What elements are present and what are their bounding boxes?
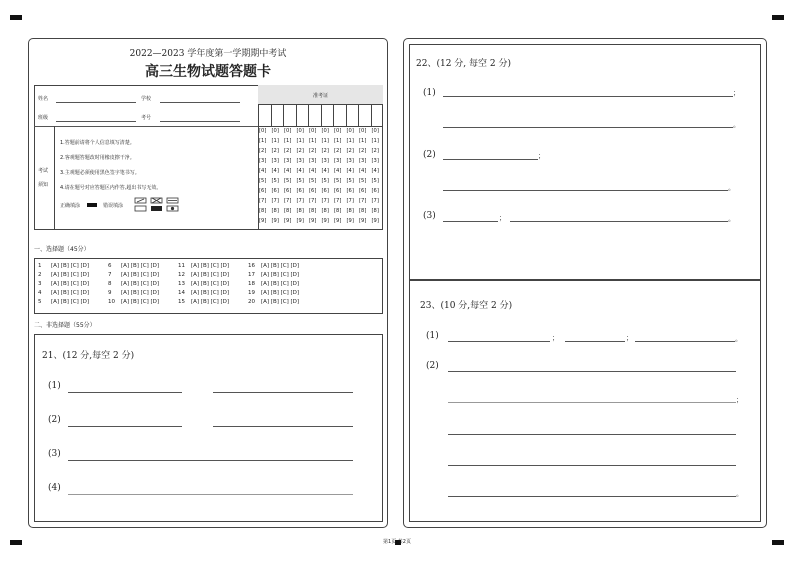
divider [34,126,259,127]
admission-digit-bubble[interactable]: [2] [284,148,292,154]
choice-number: 14 [178,290,185,296]
school-field[interactable] [160,102,240,103]
q23-answer-line[interactable] [635,341,735,342]
choice-options[interactable]: [A] [B] [C] [D] [191,299,230,305]
q22-answer-line[interactable] [443,96,733,97]
q22-part-label: (1) [423,88,436,98]
page-footer: 第1页 共2页 [383,539,411,545]
q23-answer-line[interactable] [448,371,736,372]
admission-digit-bubble[interactable]: [7] [296,198,304,204]
q22-answer-line[interactable] [443,127,733,128]
admission-digit-bubble[interactable]: [7] [334,198,342,204]
q23-period: 。 [736,490,743,498]
choice-options[interactable]: [A] [B] [C] [D] [261,272,300,278]
admission-digit-bubble[interactable]: [5] [296,178,304,184]
admission-digit-bubble[interactable]: [8] [334,208,342,214]
admission-digit-bubble[interactable]: [3] [309,158,317,164]
q22-part-label: (3) [423,211,436,221]
admission-digit-bubble[interactable]: [0] [309,128,317,134]
admission-digit-bubble[interactable]: [4] [321,168,329,174]
q22-semicolon: ； [733,89,740,97]
admission-digit-bubble[interactable]: [7] [309,198,317,204]
choice-number: 2 [38,272,42,278]
admission-digit-bubble[interactable]: [0] [359,128,367,134]
admission-digit-bubble[interactable]: [2] [321,148,329,154]
choice-number: 16 [248,263,255,269]
choice-number: 13 [178,281,185,287]
admission-digit-bubble[interactable]: [4] [296,168,304,174]
admission-digit-bubble[interactable]: [7] [271,198,279,204]
choice-options[interactable]: [A] [B] [C] [D] [121,299,160,305]
admission-digit-bubble[interactable]: [1] [259,138,267,144]
admission-digit-bubble[interactable]: [0] [321,128,329,134]
q23-answer-line[interactable] [448,434,736,435]
admission-label: 准考证 [312,93,328,99]
admission-digit-bubble[interactable]: [7] [371,198,379,204]
fill-correct-label: 正确填涂 [60,203,81,209]
admission-digit-bubble[interactable]: [0] [296,128,304,134]
admission-digit-bubble[interactable]: [9] [346,218,354,224]
q22-part-label: (2) [423,150,436,160]
q23-answer-line[interactable] [565,341,625,342]
admission-col-divider [308,104,309,126]
q23-answer-line[interactable] [448,496,736,497]
admission-digit-bubble[interactable]: [4] [359,168,367,174]
name-field[interactable] [56,102,136,103]
admission-digit-bubble[interactable]: [7] [346,198,354,204]
choice-number: 18 [248,281,255,287]
admission-digit-bubble[interactable]: [5] [359,178,367,184]
admission-digit-bubble[interactable]: [3] [346,158,354,164]
admission-digit-bubble[interactable]: [2] [359,148,367,154]
q22-period: 。 [733,121,740,129]
notice-item: 2.客观题答题改时用橡皮擦干净。 [60,155,135,161]
choice-options[interactable]: [A] [B] [C] [D] [51,299,90,305]
admission-digit-bubble[interactable]: [5] [321,178,329,184]
choice-number: 10 [108,299,115,305]
admission-digit-bubble[interactable]: [6] [346,188,354,194]
admission-digit-bubble[interactable]: [3] [296,158,304,164]
q22-answer-line[interactable] [510,221,728,222]
admission-digit-bubble[interactable]: [0] [259,128,267,134]
admission-digit-bubble[interactable]: [5] [334,178,342,184]
exam-title: 2022—2023 学年度第一学期期中考试 [129,49,287,59]
admission-digit-bubble[interactable]: [2] [296,148,304,154]
fill-wrong-samples [134,197,184,213]
card-title: 高三生物试题答题卡 [145,64,271,80]
admission-digit-bubble[interactable]: [6] [271,188,279,194]
choice-options[interactable]: [A] [B] [C] [D] [51,272,90,278]
q21-part-label: (1) [48,381,61,391]
choice-options[interactable]: [A] [B] [C] [D] [51,263,90,269]
q21-answer-line[interactable] [68,426,182,427]
choice-options[interactable]: [A] [B] [C] [D] [121,290,160,296]
admission-digit-bubble[interactable]: [9] [296,218,304,224]
admission-digit-bubble[interactable]: [9] [259,218,267,224]
q22-answer-line[interactable] [443,221,498,222]
admission-digit-bubble[interactable]: [1] [284,138,292,144]
q21-answer-line[interactable] [213,392,353,393]
q22-title: 22、(12 分, 每空 2 分) [416,59,511,69]
admission-digit-bubble[interactable]: [6] [259,188,267,194]
admission-digit-bubble[interactable]: [3] [259,158,267,164]
admission-digit-bubble[interactable]: [5] [309,178,317,184]
admission-digit-bubble[interactable]: [0] [271,128,279,134]
q22-answer-line[interactable] [443,190,728,191]
class-field[interactable] [56,121,136,122]
seat-field[interactable] [160,121,240,122]
admission-col-divider [321,104,322,126]
admission-digit-bubble[interactable]: [1] [334,138,342,144]
choice-number: 7 [108,272,112,278]
admission-digit-bubble[interactable]: [0] [346,128,354,134]
choice-options[interactable]: [A] [B] [C] [D] [121,263,160,269]
notice-label: 考试 [38,168,49,174]
admission-digit-bubble[interactable]: [6] [371,188,379,194]
choice-options[interactable]: [A] [B] [C] [D] [51,290,90,296]
admission-digit-bubble[interactable]: [6] [321,188,329,194]
q21-part-label: (4) [48,483,61,493]
admission-digit-bubble[interactable]: [0] [284,128,292,134]
q23-answer-line[interactable] [448,465,736,466]
admission-digit-bubble[interactable]: [9] [309,218,317,224]
admission-digit-bubble[interactable]: [1] [371,138,379,144]
admission-digit-bubble[interactable]: [7] [359,198,367,204]
admission-digit-bubble[interactable]: [4] [334,168,342,174]
admission-digit-bubble[interactable]: [2] [271,148,279,154]
admission-digit-bubble[interactable]: [8] [371,208,379,214]
admission-digit-bubble[interactable]: [0] [371,128,379,134]
admission-digit-bubble[interactable]: [8] [284,208,292,214]
choice-number: 4 [38,290,42,296]
admission-digit-bubble[interactable]: [9] [359,218,367,224]
q23-semicolon: ； [626,334,633,342]
admission-digit-bubble[interactable]: [4] [284,168,292,174]
choice-options[interactable]: [A] [B] [C] [D] [191,281,230,287]
admission-digit-bubble[interactable]: [4] [259,168,267,174]
admission-digit-bubble[interactable]: [2] [346,148,354,154]
admission-digit-bubble[interactable]: [8] [271,208,279,214]
admission-digit-bubble[interactable]: [8] [346,208,354,214]
admission-digit-bubble[interactable]: [8] [321,208,329,214]
admission-digit-bubble[interactable]: [9] [334,218,342,224]
admission-digit-bubble[interactable]: [3] [321,158,329,164]
admission-digit-bubble[interactable]: [1] [309,138,317,144]
corner-mark-tr [772,15,784,20]
admission-digit-bubble[interactable]: [9] [371,218,379,224]
choice-number: 1 [38,263,42,269]
section2-title: 二、非选择题（55分） [34,322,96,329]
choice-number: 8 [108,281,112,287]
admission-col-divider [271,104,272,126]
choice-number: 5 [38,299,42,305]
choice-number: 12 [178,272,185,278]
notice-item: 3.主观题必须使用黑色签字笔书写。 [60,170,140,176]
admission-digit-bubble[interactable]: [0] [334,128,342,134]
admission-digit-bubble[interactable]: [6] [309,188,317,194]
q23-part-label: (2) [426,361,439,371]
choice-options[interactable]: [A] [B] [C] [D] [261,299,300,305]
q22-period: 。 [728,184,735,192]
admission-digit-bubble[interactable]: [5] [371,178,379,184]
q22-semicolon: ； [499,214,506,222]
corner-mark-tl [10,15,22,20]
admission-col-divider [371,104,372,126]
admission-col-divider [283,104,284,126]
admission-digit-bubble[interactable]: [6] [359,188,367,194]
q23-semicolon: ； [736,396,743,404]
admission-digit-bubble[interactable]: [9] [271,218,279,224]
divider [54,126,55,230]
q23-title: 23、(10 分,每空 2 分) [420,301,513,311]
admission-digit-bubble[interactable]: [7] [284,198,292,204]
admission-digit-bubble[interactable]: [4] [346,168,354,174]
q22-semicolon: ； [538,152,545,160]
admission-digit-bubble[interactable]: [8] [259,208,267,214]
admission-digit-bubble[interactable]: [8] [309,208,317,214]
corner-mark-br [772,540,784,545]
fill-wrong-label: 错误填涂 [103,203,124,209]
q21-part-label: (3) [48,449,61,459]
admission-digit-bubble[interactable]: [3] [371,158,379,164]
q23-answer-line[interactable] [448,341,550,342]
admission-digit-bubble[interactable]: [3] [284,158,292,164]
q21-title: 21、(12 分,每空 2 分) [42,351,135,361]
choice-options[interactable]: [A] [B] [C] [D] [121,281,160,287]
admission-digit-bubble[interactable]: [2] [334,148,342,154]
choice-options[interactable]: [A] [B] [C] [D] [191,290,230,296]
q23-part-label: (1) [426,331,439,341]
admission-digit-bubble[interactable]: [4] [309,168,317,174]
admission-digit-bubble[interactable]: [1] [359,138,367,144]
q21-answer-line[interactable] [68,494,353,495]
admission-col-divider [358,104,359,126]
seat-label: 考号 [141,115,152,121]
section1-title: 一、选择题（45分） [34,246,90,253]
q21-answer-line[interactable] [68,392,182,393]
q22-period: 。 [728,215,735,223]
q21-answer-line[interactable] [68,460,353,461]
choice-number: 9 [108,290,112,296]
q23-answer-line[interactable] [448,402,736,403]
admission-digit-bubble[interactable]: [2] [371,148,379,154]
notice-label: 须知 [38,182,49,188]
fill-correct-sample [87,203,97,207]
admission-digit-bubble[interactable]: [2] [259,148,267,154]
admission-digit-bubble[interactable]: [6] [334,188,342,194]
choice-number: 17 [248,272,255,278]
school-label: 学校 [141,96,152,102]
choice-options[interactable]: [A] [B] [C] [D] [261,290,300,296]
admission-digit-bubble[interactable]: [1] [271,138,279,144]
choice-options[interactable]: [A] [B] [C] [D] [261,263,300,269]
admission-digit-bubble[interactable]: [5] [259,178,267,184]
choice-options[interactable]: [A] [B] [C] [D] [191,272,230,278]
q23-period: 。 [735,335,742,343]
admission-col-divider [333,104,334,126]
choice-number: 19 [248,290,255,296]
q23-box [409,280,761,522]
admission-col-divider [346,104,347,126]
admission-digit-bubble[interactable]: [4] [371,168,379,174]
admission-digit-bubble[interactable]: [3] [359,158,367,164]
admission-digit-bubble[interactable]: [1] [296,138,304,144]
admission-digit-bubble[interactable]: [9] [284,218,292,224]
admission-digit-bubble[interactable]: [3] [334,158,342,164]
admission-digit-bubble[interactable]: [5] [271,178,279,184]
q21-part-label: (2) [48,415,61,425]
choice-options[interactable]: [A] [B] [C] [D] [191,263,230,269]
admission-digit-bubble[interactable]: [9] [321,218,329,224]
admission-digit-bubble[interactable]: [4] [271,168,279,174]
admission-digit-bubble[interactable]: [7] [259,198,267,204]
choice-options[interactable]: [A] [B] [C] [D] [121,272,160,278]
choice-number: 3 [38,281,42,287]
admission-digit-bubble[interactable]: [1] [346,138,354,144]
name-label: 姓名 [38,96,49,102]
q22-box [409,44,761,280]
admission-col-divider [296,104,297,126]
choice-number: 11 [178,263,185,269]
admission-digit-bubble[interactable]: [1] [321,138,329,144]
admission-digit-bubble[interactable]: [6] [284,188,292,194]
admission-digit-bubble[interactable]: [5] [284,178,292,184]
q22-answer-line[interactable] [443,159,538,160]
notice-item: 4.请在题号对应答题区内作答,超出书写无效。 [60,185,162,191]
admission-digit-bubble[interactable]: [2] [309,148,317,154]
corner-mark-bl [10,540,22,545]
choice-options[interactable]: [A] [B] [C] [D] [51,281,90,287]
admission-digit-bubble[interactable]: [7] [321,198,329,204]
admission-digit-bubble[interactable]: [8] [359,208,367,214]
q23-semicolon: ； [552,334,559,342]
q21-answer-line[interactable] [213,426,353,427]
admission-digit-bubble[interactable]: [6] [296,188,304,194]
choice-number: 15 [178,299,185,305]
admission-digit-bubble[interactable]: [3] [271,158,279,164]
choice-number: 6 [108,263,112,269]
choice-options[interactable]: [A] [B] [C] [D] [261,281,300,287]
choice-number: 20 [248,299,255,305]
notice-item: 1.答题前请将个人信息填写清楚。 [60,140,135,146]
class-label: 班级 [38,115,49,121]
admission-digit-bubble[interactable]: [5] [346,178,354,184]
admission-digit-bubble[interactable]: [8] [296,208,304,214]
